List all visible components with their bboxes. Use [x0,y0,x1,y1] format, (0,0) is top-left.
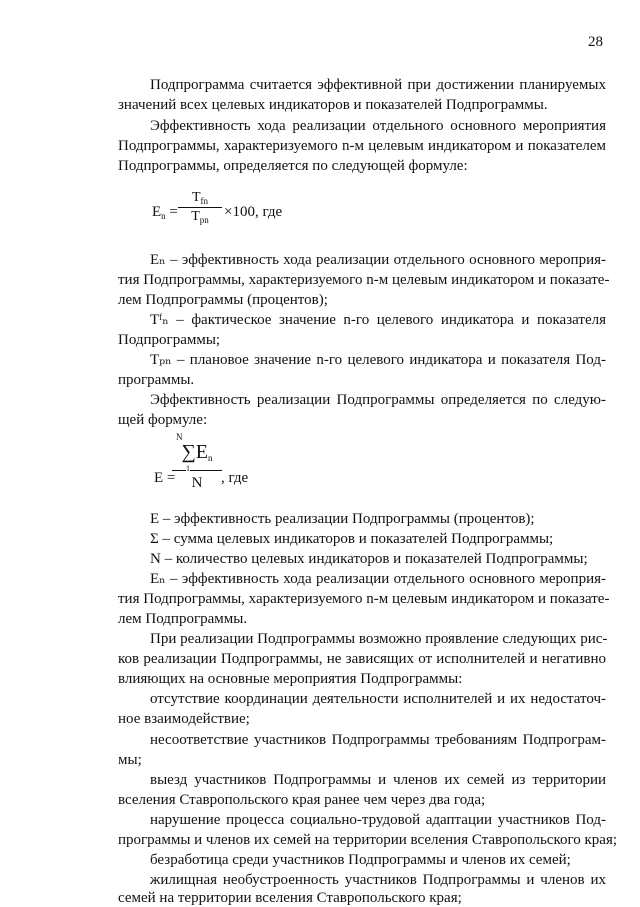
sum-upper-limit: N [176,432,183,442]
text-line: программы. [118,372,195,388]
risk-item: выезд участников Подпрограммы и членов их семей из территории [150,772,606,788]
text-line: щей формуле: [118,412,208,428]
risk-item: нарушение процесса социально-трудовой адаптации участников Под- [150,812,606,828]
risk-item: отсутствие координации деятельности исполнителей и их недостаточ- [150,691,606,707]
text-line: Eₙ – эффективность хода реализации отдельного основного мероприя- [150,252,606,268]
text-line: тия Подпрограммы, характеризуемого n-м целевым индикатором и показате- [118,591,610,607]
page-number: 28 [588,34,603,50]
text-line: ное взаимодействие; [118,711,250,727]
text-line: программы и членов их семей на территории вселения Ставропольского края; [118,832,618,848]
text-line: При реализации Подпрограммы возможно проявление следующих рис- [150,631,608,647]
text-line: Подпрограммы, определяется по следующей формуле: [118,158,468,174]
formula-tail: , где [221,470,249,486]
fraction-bar [178,207,222,208]
text-line: Подпрограммы; [118,332,221,348]
text-line: Эффективность хода реализации отдельного основного мероприятия [150,118,606,134]
text-line: тия Подпрограммы, характеризуемого n-м целевым индикатором и показате- [118,272,610,288]
text-line: ков реализации Подпрограммы, не зависящих от исполнителей и негативно [118,651,606,667]
sum-symbol: $\sum E_n$ [181,441,213,463]
text-line: семей на территории вселения Ставропольского края; [118,890,462,906]
text-line: E – эффективность реализации Подпрограммы (процентов); [150,511,535,527]
formula-lhs: E = [154,470,176,486]
formula-denominator: N [191,475,203,491]
formula-fraction [178,190,222,225]
formula-tail: ×100, где [224,204,283,220]
text-line: N – количество целевых индикаторов и показателей Подпрограммы; [150,551,588,567]
text-line: лем Подпрограммы. [118,611,248,627]
text-line: Σ – сумма целевых индикаторов и показателей Подпрограммы; [150,531,554,547]
formula-fraction [172,432,222,492]
fraction-bar [172,464,222,473]
text-line: Eₙ – эффективность хода реализации отдельного основного мероприя- [150,571,606,587]
text-line: лем Подпрограммы (процентов); [118,292,328,308]
formula-lhs: $E_n$ = [152,204,178,221]
text-line: вселения Ставропольского края ранее чем через два года; [118,792,486,808]
text-line: Эффективность реализации Подпрограммы определяется по следую- [150,392,606,408]
text-line: Подпрограмма считается эффективной при достижении планируемых [150,77,606,93]
text-line: мы; [118,752,142,768]
text-line: Tₚₙ – плановое значение n-го целевого индикатора и показателя Под- [150,352,606,368]
risk-item: безработица среди участников Подпрограммы и членов их семей; [150,852,571,868]
text-line: влияющих на основные мероприятия Подпрограммы: [118,671,463,687]
formula-numerator: $T_{fn}$ [191,190,209,206]
risk-item: жилищная необустроенность участников Подпрограммы и членов их [150,872,606,888]
text-line: значений всех целевых индикаторов и показателей Подпрограммы. [118,97,548,113]
formula-denominator: $T_{pn}$ [191,209,209,225]
risk-item: несоответствие участников Подпрограммы требованиям Подпрограм- [150,732,606,748]
text-line: Tᶠₙ – фактическое значение n-го целевого индикатора и показателя [150,312,606,328]
text-line: Подпрограммы, характеризуемого n-м целевым индикатором и показателем [118,138,606,154]
sum-lower-limit: 1 [186,464,190,473]
